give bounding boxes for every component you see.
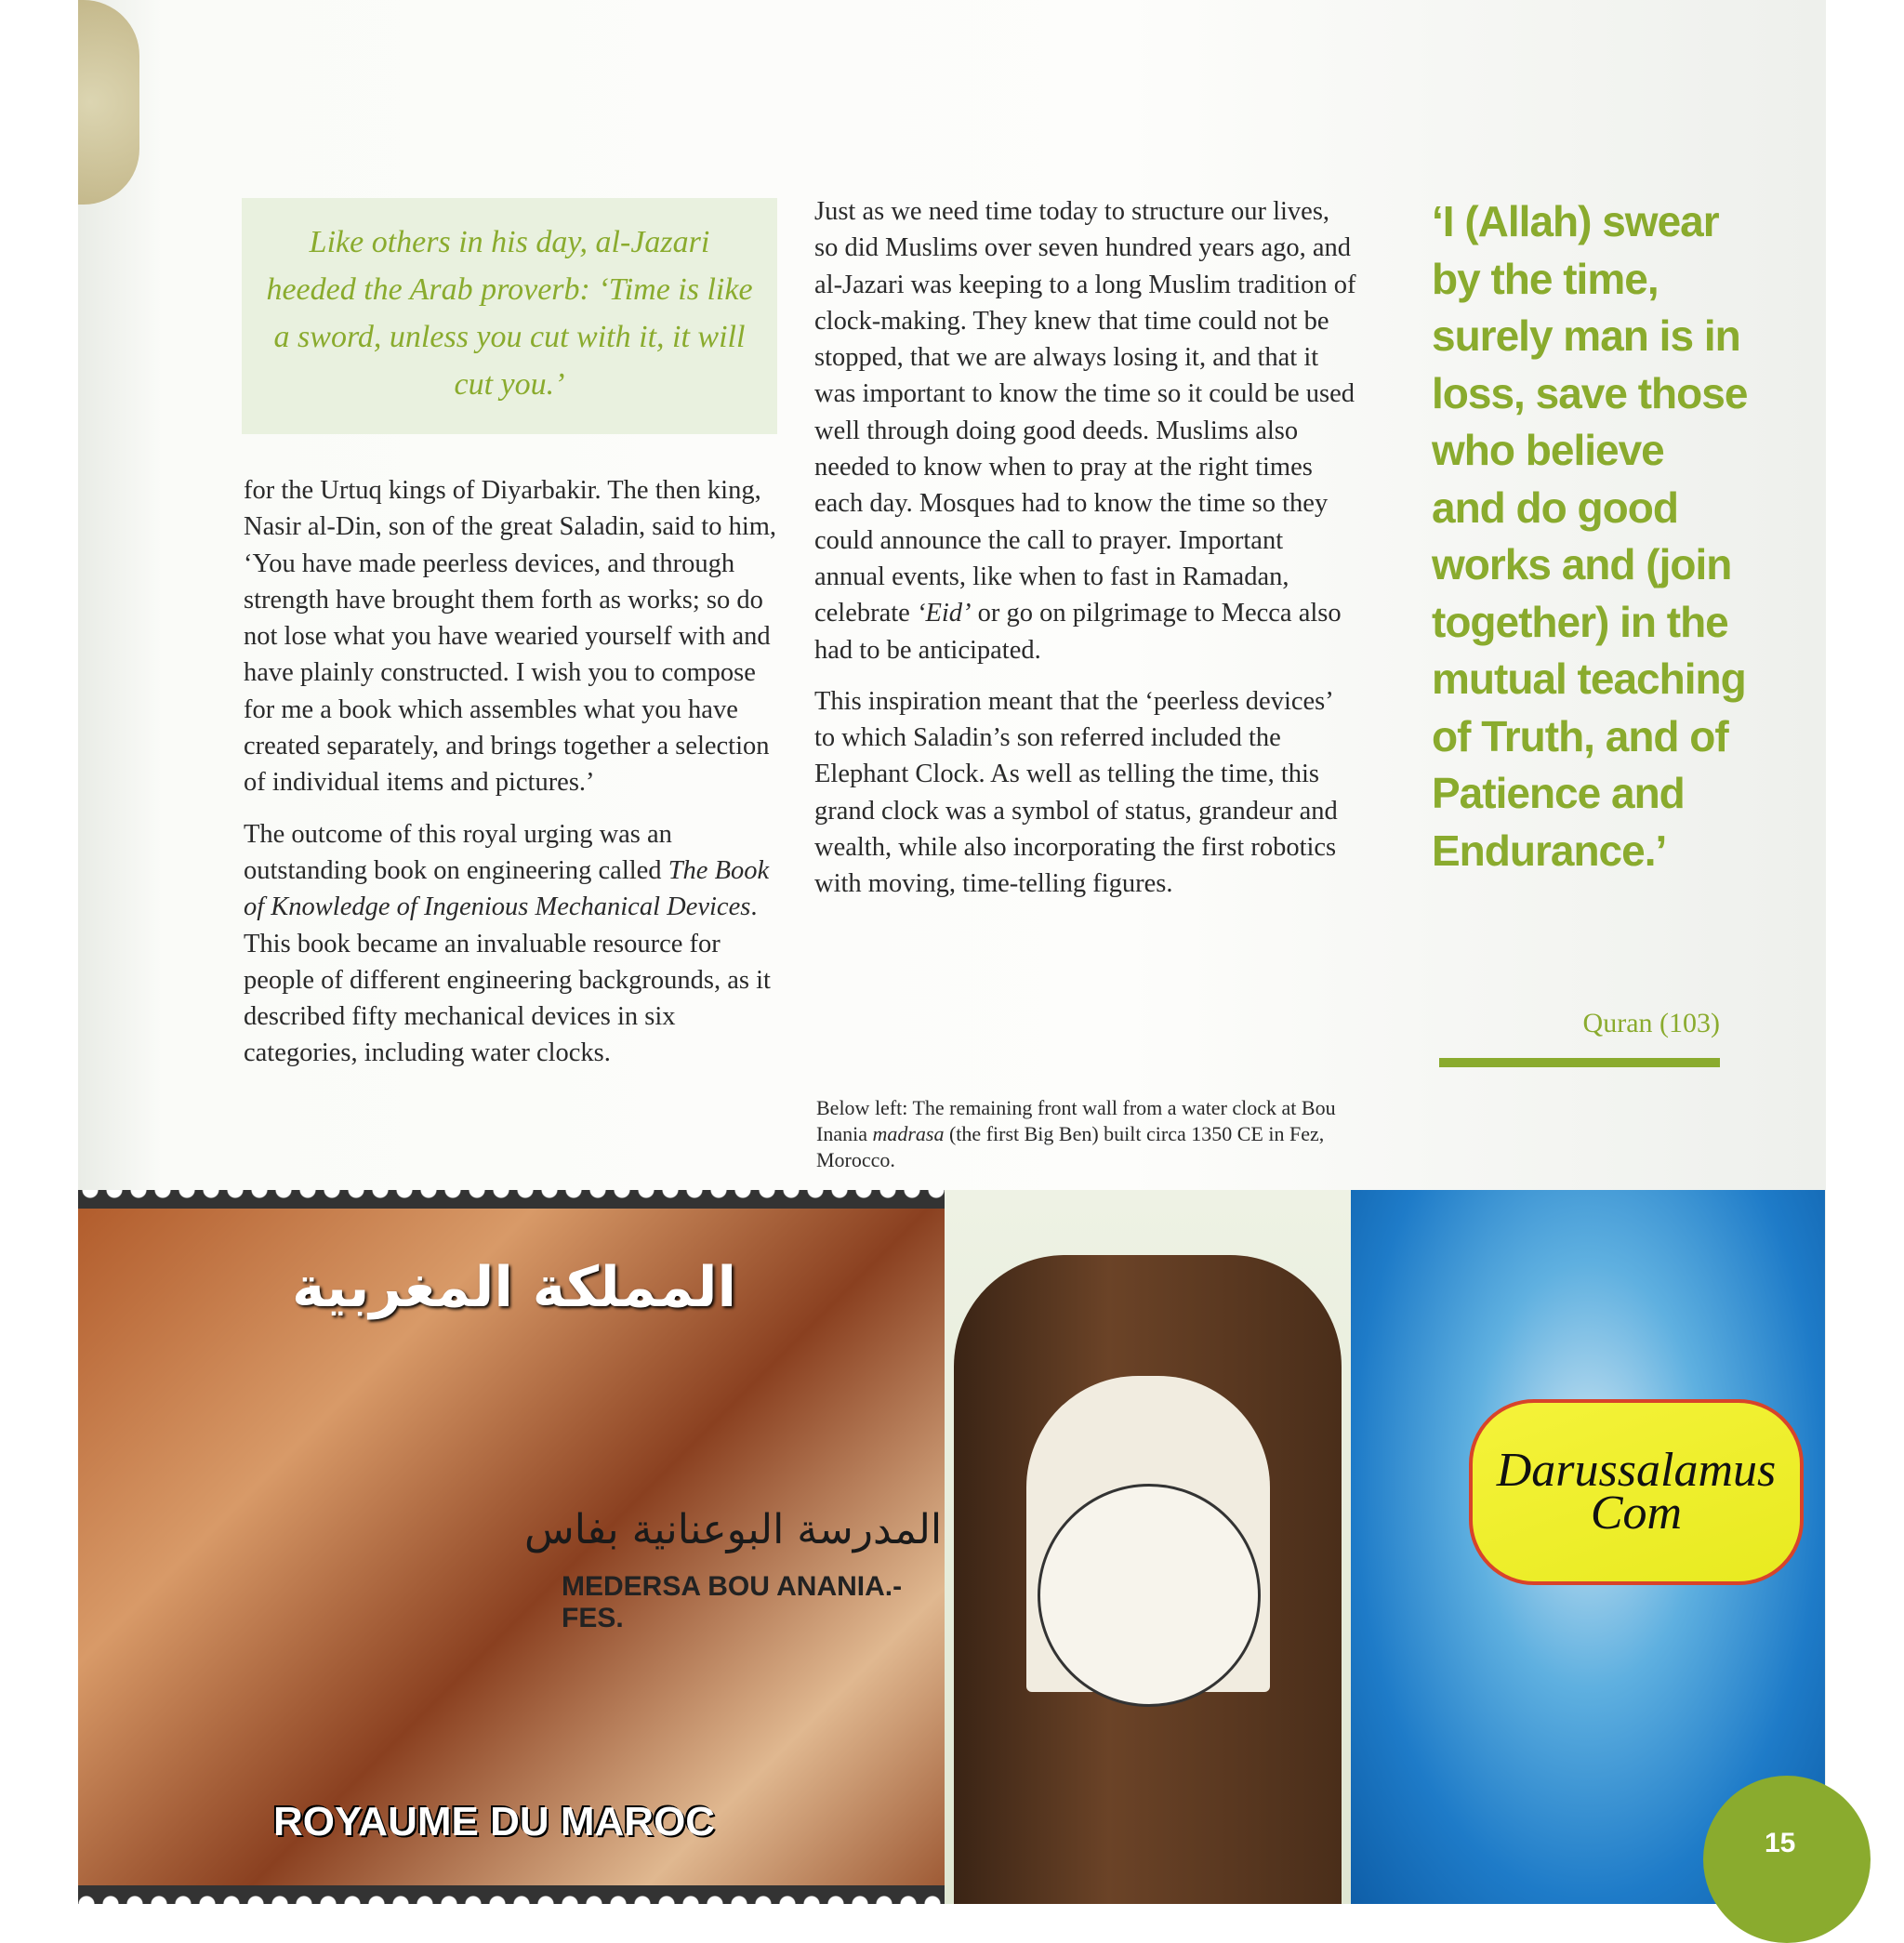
stamp-perforation [78,1190,945,1209]
image-caption [816,1095,1355,1173]
decorative-ornament [78,0,139,205]
book-title: The Book of Knowledge of Ingenious Mechanical Devices [244,855,770,922]
text: madrasa [872,1122,945,1145]
stamp-arabic-title: المملكة المغربية [292,1255,737,1320]
text: Below left: The remaining front wall from a water clock at Bou Inania [816,1096,1336,1145]
stamp-perforation [78,1885,945,1904]
paragraph [814,193,1358,668]
text: or go on pilgrimage to Mecca also had to be anticipated. [814,599,1342,665]
quran-verse: ‘I (Allah) swear by the time, surely man is in loss, save those who believe and do good works and (join together) in the mutual teaching of Truth, and of Patience and Endurance.’ [1432,197,1748,875]
eid-term: ‘Eid’ [916,599,972,628]
watermark-text: Com [1590,1487,1683,1540]
middle-column [814,193,1358,918]
text: The outcome of this royal urging was an outstanding book on engineering called [244,819,672,885]
verse-reference: Quran (103) [1582,1008,1720,1038]
paragraph: for the Urtuq kings of Diyarbakir. The then king, Nasir al-Din, son of the great Saladin, said to him, ‘You have made peerless devices, and through strength have brought them forth as works; so do not lose what you have wearied yourself with and have plainly constructed. I wish you to compose for me a book which assembles what you have created separately, and brings together a selection of individual items and pictures.’ [244,476,777,798]
text: . This book became an invaluable resource for people of different engineering backgrounds, as it described fifty mechanical devices in six categories, including water clocks. [244,892,771,1068]
watermark-text: Darussalamus [1496,1444,1777,1497]
paragraph: This inspiration meant that the ‘peerless devices’ to which Saladin’s son referred included the Elephant Clock. As well as telling the time, this grand clock was a symbol of status, grandeur and wealth, while also incorporating the first robotics with moving, time-telling figures. [814,686,1338,899]
left-column [244,472,783,1087]
paragraph [244,816,783,1072]
clock-face [1038,1484,1261,1707]
text: (the first Big Ben) built circa 1350 CE in Fez, Morocco. [816,1122,1325,1171]
page-number: 15 [1765,1828,1796,1858]
accent-rule [1439,1058,1720,1067]
grandfather-clock-image [945,1190,1351,1904]
watermark-banner [1469,1399,1804,1585]
stamp-arabic-subtitle: المدرسة البوعنانية بفاس [524,1506,943,1553]
stamp-country-label: ROYAUME DU MAROC [273,1799,716,1844]
moroccan-stamp-image [78,1190,945,1904]
text: Just as we need time today to structure our lives, so did Muslims over seven hundred years ago, and al-Jazari was keeping to a long Muslim tradition of clock-making. They knew that time could not be stopped, that we are always losing it, and that it was important to know the time so it could be used well through doing good deeds. Muslims also needed to know when to pray at the right times each day. Mosques had to know the time so they could announce the call to prayer. Important annual events, like when to fast in Ramadan, celebrate [814,197,1356,628]
pull-quote: Like others in his day, al-Jazari heeded the Arab proverb: ‘Time is like a sword, unless you cut with it, it will cut you.’ [242,198,777,434]
stamp-location-label: MEDERSA BOU ANANIA.- FES. [562,1571,903,1633]
gear-icon [1703,1776,1871,1943]
